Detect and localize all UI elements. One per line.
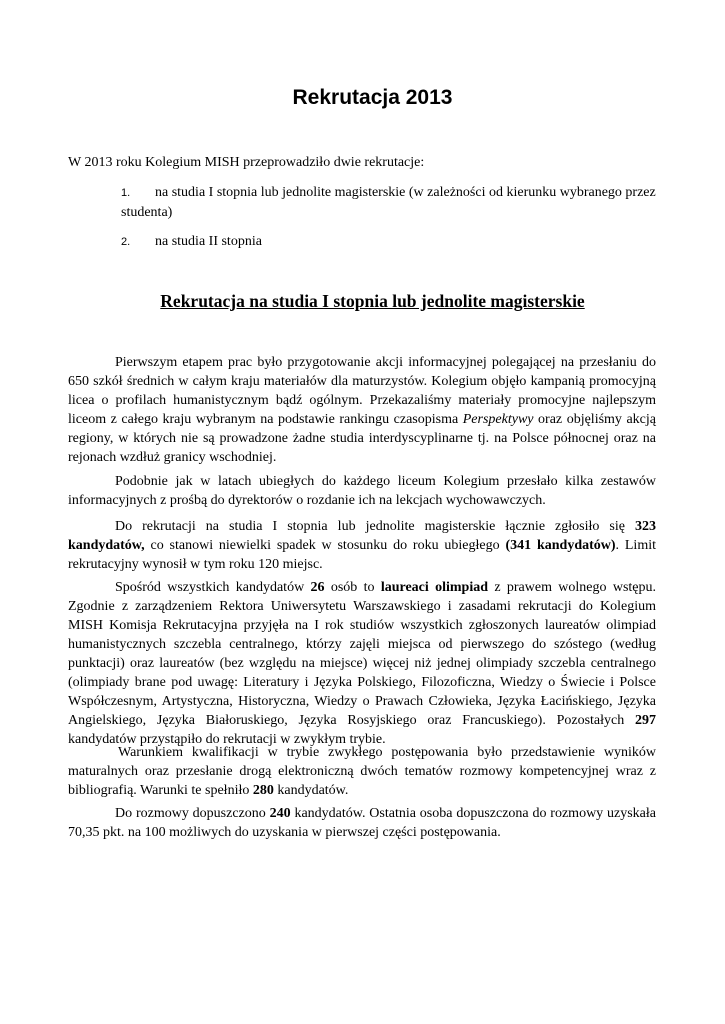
paragraph-candidates <box>68 517 656 574</box>
text-run: Spośród wszystkich kandydatów <box>115 580 311 595</box>
candidate-count: 323 kandydatów, <box>68 519 656 553</box>
section-title: Rekrutacja na studia I stopnia lub jednolite magisterskie <box>160 291 585 311</box>
laureate-count: 26 <box>310 580 325 595</box>
page-title: Rekrutacja 2013 <box>292 86 453 109</box>
list-item <box>121 183 657 222</box>
list-item-text: na studia I stopnia lub jednolite magisterskie (w zależności od kierunku wybranego przez studenta) <box>121 185 656 220</box>
qualified-count: 280 <box>252 783 274 798</box>
text-run: kandydatów. Ostatnia osoba dopuszczona do rozmowy uzyskała 70,35 pkt. na 100 możliwych do uzyskania w pierwszej części postępowania. <box>68 806 656 840</box>
text-run: kandydatów. <box>273 783 349 798</box>
text-run: osób to <box>324 580 381 595</box>
laureates-label: laureaci olimpiad <box>380 580 489 595</box>
list-number: 1. <box>121 187 131 199</box>
text-run: . Limit rekrutacyjny wynosił w tym roku 120 miejsc. <box>68 538 656 572</box>
text-run: Do rozmowy dopuszczono <box>115 806 270 821</box>
list-item-text: na studia II stopnia <box>155 234 262 249</box>
paragraph-promotion <box>68 353 656 467</box>
text-run: co stanowi niewielki spadek w stosunku do roku ubiegłego <box>144 538 506 553</box>
paragraph-info-sets: Podobnie jak w latach ubiegłych do każdego liceum Kolegium przesłało kilka zestawów informacyjnych z prośbą do dyrektorów o rozdanie ich na lekcjach wychowawczych. <box>68 474 656 508</box>
regular-count: 297 <box>635 713 656 728</box>
text-run: oraz objęliśmy akcją regiony, w których nie są prowadzone żadne studia interdyscyplinarne tj. na Polsce północnej oraz na rejonach wzdłuż granicy wschodniej. <box>68 412 657 465</box>
list-number: 2. <box>121 236 131 248</box>
paragraph-laureates <box>68 578 656 749</box>
intro-text: W 2013 roku Kolegium MISH przeprowadziło dwie rekrutacje: <box>68 155 425 170</box>
list-item <box>121 232 262 252</box>
text-run: z prawem wolnego wstępu. Zgodnie z zarządzeniem Rektora Uniwersytetu Warszawskiego i zasadami rekrutacji do Kolegium MISH Komisja Rekrutacyjna przyjęła na I rok studiów wszystkich zgłoszonych laureatów olimpiad humanistycznych szczebla centralnego, którzy zajęli miejsca od pierwszego do szóstego (według punktacji) oraz laureatów (bez względu na miejsce) więcej niż jednej olimpiady szczebla centralnego (olimpiady brane pod uwagę: Literatury i Języka Polskiego, Filozoficzna, Wiedzy o Świecie i Polsce Współczesnym, Artystyczna, Historyczna, Wiedzy o Prawach Człowieka, Języka Łacińskiego, Języka Angielskiego, Języka Białoruskiego, Języka Rosyjskiego oraz Francuskiego). Pozostałych <box>68 580 656 728</box>
text-run: Do rekrutacji na studia I stopnia lub jednolite magisterskie łącznie zgłosiło się <box>115 519 635 534</box>
text-run: Warunkiem kwalifikacji w trybie zwykłego postępowania było przedstawienie wyników maturalnych oraz przesłanie drogą elektroniczną dwóch tematów rozmowy kompetencyjnej wraz z bibliografią. Warunki te spełniło <box>68 745 656 798</box>
magazine-name: Perspektywy <box>462 412 534 427</box>
interview-count: 240 <box>269 806 291 821</box>
paragraph-qualification <box>68 743 656 800</box>
paragraph-interview <box>68 804 656 842</box>
text-run: kandydatów przystąpiło do rekrutacji w zwykłym trybie. <box>68 732 386 747</box>
previous-count: (341 kandydatów) <box>505 538 616 553</box>
text-run: Pierwszym etapem prac było przygotowanie akcji informacyjnej polegającej na przesłaniu do 650 szkół średnich w całym kraju materiałów dla maturzystów. Kolegium objęło kampanią promocyjną licea o profilach humanistycznym bądź ogólnym. Przekazaliśmy materiały promocyjne najlepszym liceom z całego kraju wybranym na podstawie rankingu czasopisma <box>68 355 656 427</box>
